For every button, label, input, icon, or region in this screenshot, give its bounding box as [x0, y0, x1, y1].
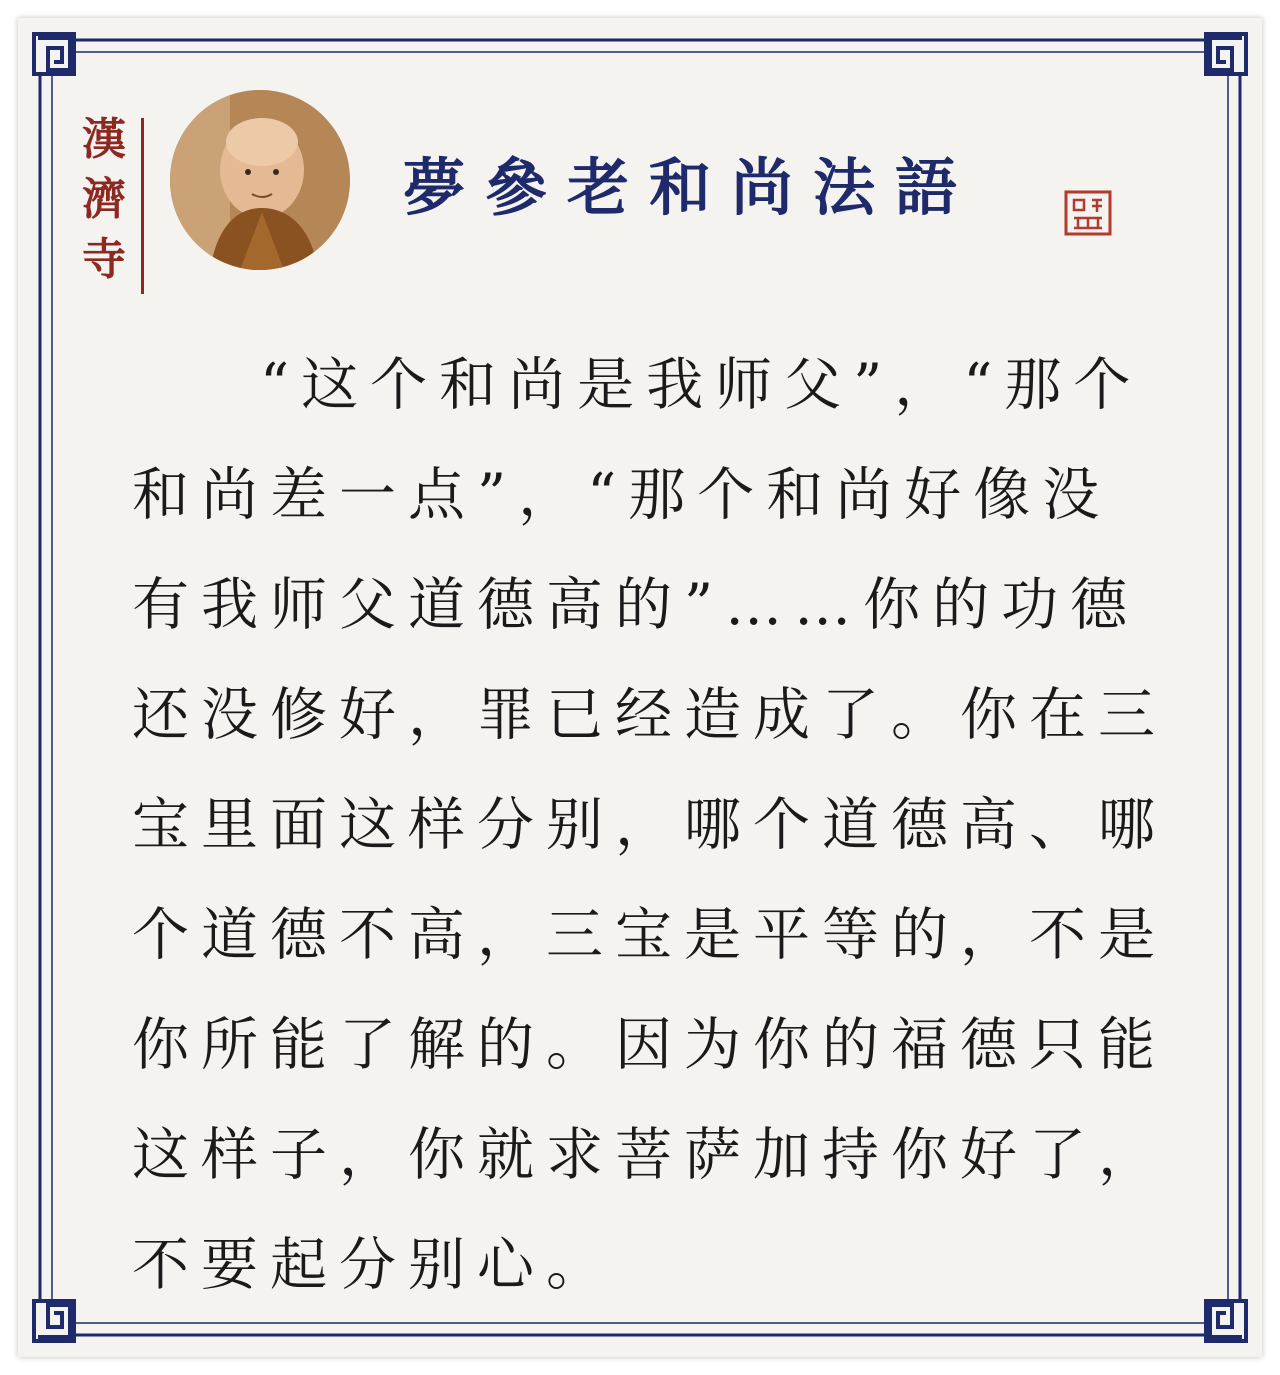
temple-name-char: 寺	[82, 234, 126, 285]
corner-ornament-bl	[34, 1301, 74, 1341]
quote-line: 个道德不高，三宝是平等的，不是	[132, 902, 1167, 968]
temple-divider	[141, 118, 144, 294]
corner-ornament-tr	[1206, 34, 1246, 74]
corner-ornament-tl	[34, 34, 74, 74]
portrait-illustration	[170, 90, 350, 270]
dharma-quote	[132, 330, 1192, 1320]
quote-card	[18, 18, 1262, 1357]
temple-name-char: 濟	[82, 174, 126, 225]
quote-line: 不要起分别心。	[132, 1232, 615, 1298]
quote-line: 你所能了解的。因为你的福德只能	[132, 1012, 1167, 1078]
page-title: 夢參老和尚法語	[403, 151, 978, 224]
quote-line: 还没修好，罪已经造成了。你在三	[132, 682, 1167, 748]
corner-ornament-br	[1206, 1301, 1246, 1341]
temple-name-char: 漢	[82, 114, 126, 165]
seal-stamp-icon	[1064, 190, 1112, 236]
temple-name	[74, 110, 134, 290]
quote-line: 宝里面这样分别，哪个道德高、哪	[132, 792, 1167, 858]
quote-line: 这样子，你就求菩萨加持你好了，	[132, 1122, 1167, 1188]
quote-line: “这个和尚是我师父”，“那个	[260, 352, 1143, 418]
monk-portrait	[170, 90, 350, 270]
quote-line: 和尚差一点”，“那个和尚好像没	[132, 462, 1112, 528]
quote-line: 有我师父道德高的”……你的功德	[132, 572, 1140, 638]
